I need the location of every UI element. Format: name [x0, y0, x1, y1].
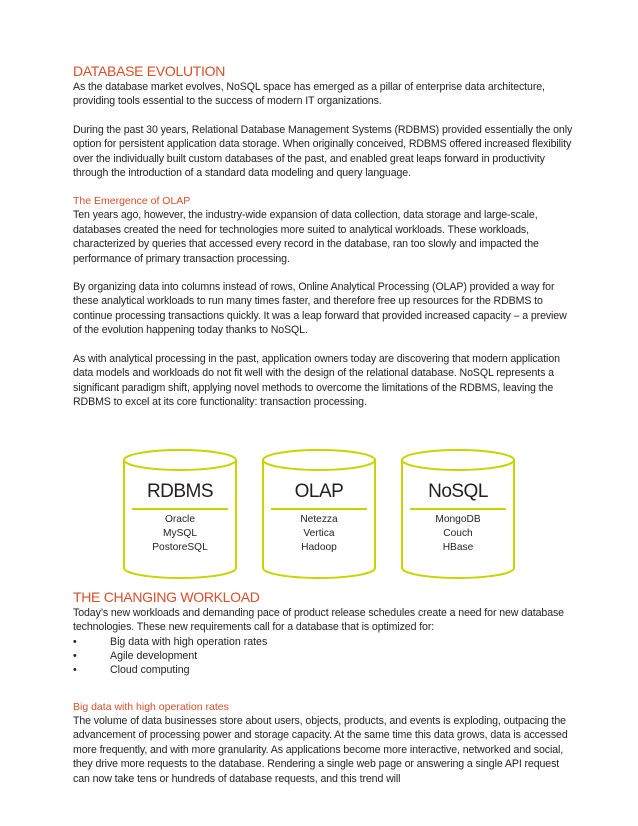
- list-item-text: Cloud computing: [110, 664, 190, 677]
- cylinder-nosql-items: [403, 513, 513, 555]
- cylinder-nosql-item: MongoDB: [435, 514, 481, 525]
- cylinder-olap-item: Vertica: [303, 528, 335, 539]
- cylinder-olap-item: Netezza: [300, 514, 338, 525]
- list-item-text: Big data with high operation rates: [110, 635, 268, 648]
- olap-paragraph-3: As with analytical processing in the past, application owners today are discovering that modern application data models and workloads do not fit well with the design of the relational database. NoSQL represents a significant paradigm shift, applying novel methods to overcome the limitations of the RDBMS, leaving the RDBMS to excel at its core functionality: transaction processing.: [73, 352, 560, 408]
- olap-paragraph-2: By organizing data into columns instead of rows, Online Analytical Processing (OLAP) provided a way for these analytical workloads to run many times faster, and therefore free up resources for the RDBMS to continue processing transactions quickly. It was a leap forward that provided increased capacity – a preview of the evolution happening today thanks to NoSQL.: [73, 281, 567, 337]
- document-page: [73, 62, 573, 409]
- intro-paragraph-1: As the database market evolves, NoSQL space has emerged as a pillar of enterprise data architecture, providing tools essential to the success of modern IT organizations.: [73, 81, 545, 108]
- cylinder-olap-item: Hadoop: [301, 542, 337, 553]
- subtitle-emergence-of-olap: The Emergence of OLAP: [73, 195, 191, 208]
- workload-paragraph-1: Today’s new workloads and demanding pace of product release schedules create a need for new database technologies. These new requirements call for a database that is optimized for:: [73, 607, 564, 634]
- cylinder-rdbms-item: MySQL: [163, 528, 197, 539]
- database-cylinders-diagram: [118, 448, 518, 584]
- intro-paragraph-2: During the past 30 years, Relational Database Management Systems (RDBMS) provided essentially the only option for persistent application data storage. When originally conceived, RDBMS offered increased flexibility over the individually built custom databases of the past, and enabled great leaps forward in productivity through the introduction of a standard data modeling and query language.: [73, 123, 573, 180]
- big-data-section: [73, 700, 573, 786]
- cylinder-rdbms-label: RDBMS: [146, 481, 214, 502]
- subtitle-big-data: Big data with high operation rates: [73, 701, 229, 713]
- list-item-text: Agile development: [110, 650, 198, 663]
- cylinder-nosql-label: NoSQL: [428, 481, 488, 502]
- olap-paragraph-1: Ten years ago, however, the industry-wide expansion of data collection, data storage and large-scale, databases created the need for technologies more suited to analytical workloads. These workloads, characterized by queries that accessed every record in the database, ran too slowly and impacted the performance of primary transaction processing.: [73, 209, 539, 265]
- cylinder-olap-items: [264, 513, 374, 555]
- section-title-database-evolution: DATABASE EVOLUTION: [73, 63, 226, 79]
- cylinder-rdbms-item: Oracle: [164, 514, 195, 525]
- bullet-marker: •: [73, 650, 77, 663]
- bullet-marker: •: [73, 664, 77, 677]
- cylinder-nosql-item: Couch: [443, 528, 473, 539]
- big-data-paragraph-1: The volume of data businesses store about users, objects, products, and events is exploding, outpacing the advancement of processing power and storage capacity. At the same time this data grows, data is accessed more frequently, and with more granularity. As applications become more interactive, networked and social, they drive more requests to the database. Rendering a single web page or answering a single API request can now take tens or hundreds of database requests, and this trend will: [73, 715, 568, 785]
- bullet-marker: •: [73, 635, 77, 648]
- section-title-changing-workload: THE CHANGING WORKLOAD: [73, 589, 260, 605]
- list-item: [73, 649, 573, 663]
- list-item: [73, 663, 573, 677]
- changing-workload-section: [73, 588, 573, 677]
- list-item: [73, 635, 573, 649]
- cylinder-olap-label: OLAP: [294, 481, 344, 502]
- cylinder-rdbms-items: [125, 513, 235, 555]
- cylinder-rdbms-item: PostoreSQL: [152, 542, 208, 553]
- workload-bullet-list: [73, 635, 573, 678]
- cylinder-nosql-item: HBase: [442, 542, 474, 553]
